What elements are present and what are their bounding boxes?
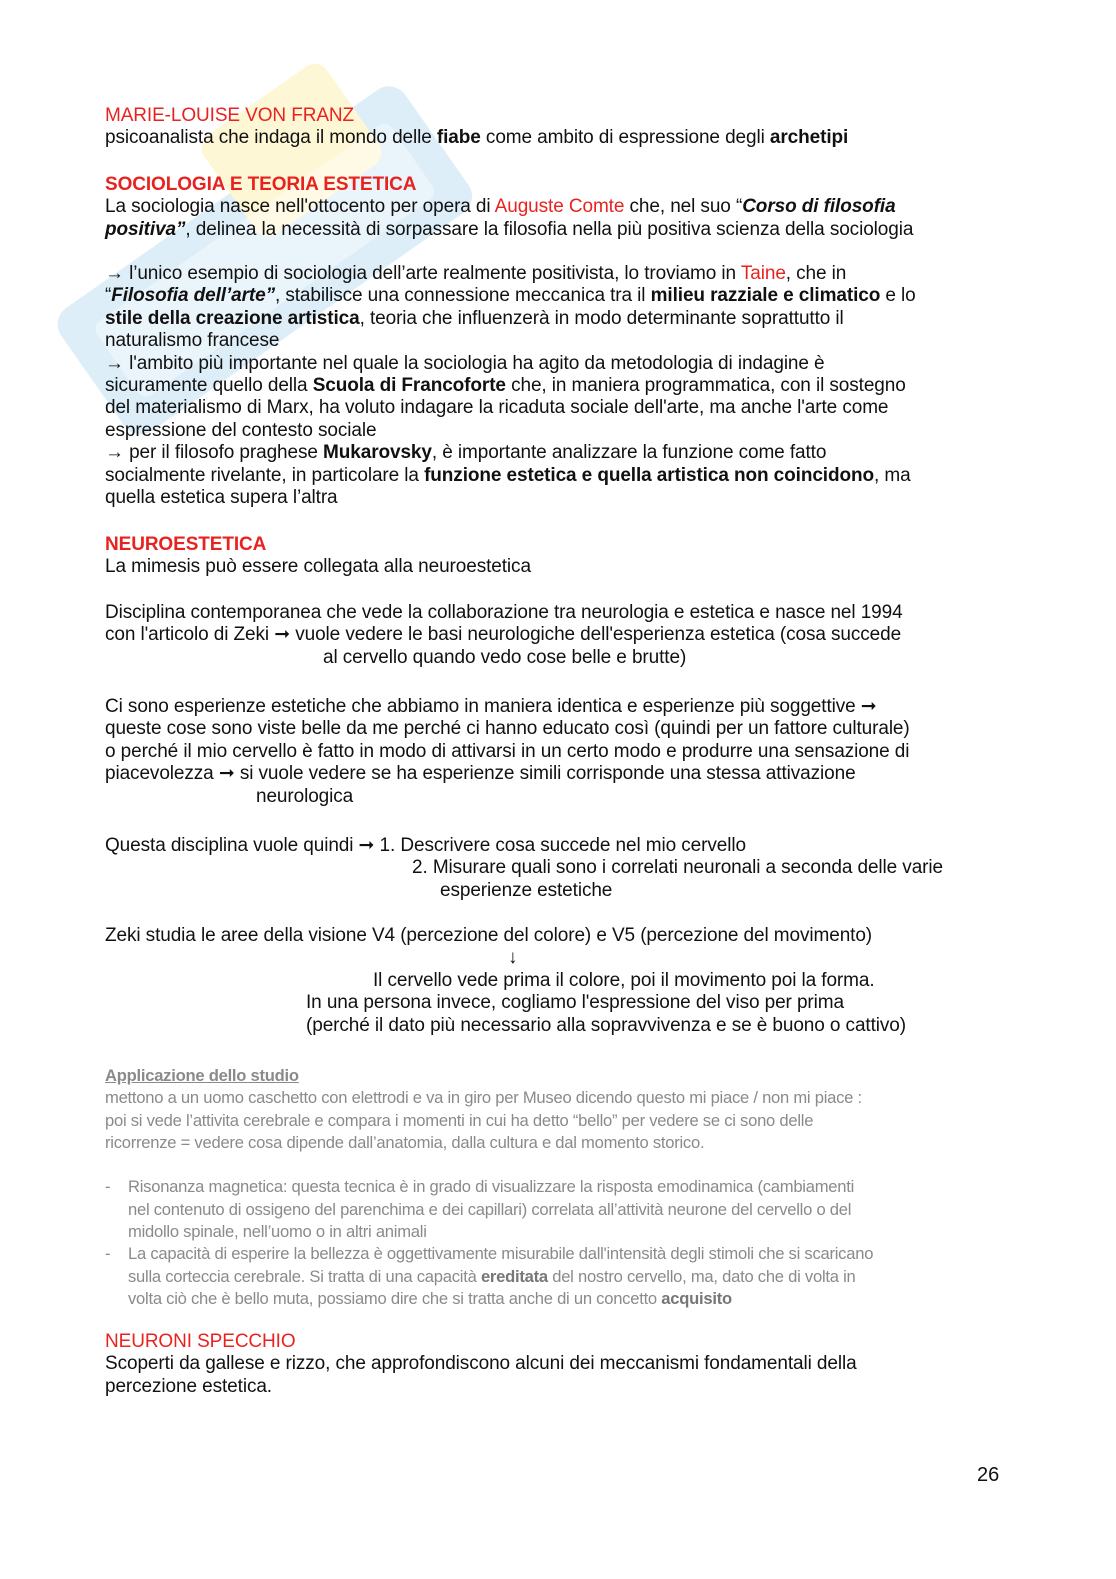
paragraph-line: quella estetica supera l’altra	[105, 486, 338, 508]
paragraph-line: Questa disciplina vuole quindi ➞ 1. Descrivere cosa succede nel mio cervello	[105, 835, 746, 856]
heading: SOCIOLOGIA E TEORIA ESTETICA	[105, 174, 417, 195]
section-applicazione: Applicazione dello studio mettono a un uomo caschetto con elettrodi e va in giro per Museo dicendo questo mi piace / non mi piace : poi si vede l’attivita cerebrale e compara i momenti in cui ha detto “bello” per vedere se ci sono delle ricorrenze = vedere cosa dipende dall’anatomia, dalla cultura e dal momento storico. - Risonanza magnetica: questa tecnica è in grado di visualizzare la risposta emodinamica (cambiamenti nel contenuto di ossigeno del parenchima e dei capillari) correlata all’attività neurone del cervello o del midollo spinale, nell’uomo o in altri animali - La capacità di esperire la bellezza è oggettivamente misurabile dall'intensità degli stimoli che si scaricano sulla corteccia cerebrale. Si tratta di una capacità ereditata del nostro cervello, ma, dato che di volta in volta ciò che è bello muta, possiamo dire che si tratta anche di un concetto acquisito	[105, 1066, 874, 1308]
paragraph-line: “Filosofia dell’arte”, stabilisce una connessione meccanica tra il milieu razziale e climatico e lo	[105, 285, 916, 307]
paragraph-zeki	[105, 925, 906, 1037]
paragraph-line: espressione del contesto sociale	[105, 419, 377, 441]
paragraph-line: poi si vede l’attivita cerebrale e compara i momenti in cui ha detto “bello” per vedere se ci sono delle	[105, 1110, 814, 1130]
paragraph-line: sicuramente quello della Scuola di Francoforte che, in maniera programmatica, con il sostegno	[105, 374, 906, 396]
section-von-franz	[105, 105, 848, 150]
paragraph-line: Zeki studia le aree della visione V4 (percezione del colore) e V5 (percezione del movimento)	[105, 925, 873, 946]
subheading: Applicazione dello studio	[105, 1066, 299, 1085]
paragraph-line: con l'articolo di Zeki ➞ vuole vedere le basi neurologiche dell'esperienza estetica (cosa succede	[105, 624, 902, 646]
paragraph-line: → l'ambito più importante nel quale la sociologia ha agito da metodologia di indagine è	[105, 352, 825, 374]
paragraph-line: La sociologia nasce nell'ottocento per opera di Auguste Comte che, nel suo “Corso di filosofia	[105, 196, 896, 218]
paragraph-line: neurologica	[256, 785, 354, 807]
section-sociologia-arrows	[105, 263, 916, 509]
paragraph-line: Scoperti da gallese e rizzo, che approfondiscono alcuni dei meccanismi fondamentali della	[105, 1353, 857, 1375]
down-arrow-icon: ↓	[508, 947, 518, 969]
list-item: - Risonanza magnetica: questa tecnica è in grado di visualizzare la risposta emodinamica (cambiamenti	[105, 1177, 855, 1197]
paragraph-line: percezione estetica.	[105, 1375, 272, 1397]
paragraph-line: o perché il mio cervello è fatto in modo di attivarsi in un certo modo e produrre una sensazione di	[105, 740, 910, 762]
section-sociologia	[105, 174, 913, 241]
paragraph-line: esperienze estetiche	[440, 879, 613, 901]
paragraph-line: → l’unico esempio di sociologia dell’arte realmente positivista, lo troviamo in Taine, che in	[105, 263, 847, 284]
paragraph-line: (perché il dato più necessario alla sopravvivenza e se è buono o cattivo)	[306, 1014, 906, 1036]
paragraph-line: → per il filosofo praghese Mukarovsky, è importante analizzare la funzione come fatto	[105, 442, 827, 464]
heading: NEUROESTETICA	[105, 534, 267, 555]
paragraph-line: piacevolezza ➞ si vuole vedere se ha esperienze simili corrisponde una stessa attivazione	[105, 763, 856, 785]
heading: MARIE-LOUISE VON FRANZ	[105, 105, 355, 126]
paragraph-line: al cervello quando vedo cose belle e brutte)	[323, 646, 687, 668]
paragraph-line: psicoanalista che indaga il mondo delle fiabe come ambito di espressione degli archetipi	[105, 127, 849, 149]
heading: NEURONI SPECCHIO	[105, 1331, 296, 1352]
paragraph-line: Disciplina contemporanea che vede la collaborazione tra neurologia e estetica e nasce nel 1994	[105, 602, 903, 623]
list-item: - La capacità di esperire la bellezza è oggettivamente misurabile dall'intensità degli stimoli che si scaricano	[105, 1244, 874, 1264]
paragraph-line: stile della creazione artistica, teoria che influenzerà in modo determinante soprattutto il	[105, 307, 844, 329]
paragraph-line: del materialismo di Marx, ha voluto indagare la ricaduta sociale dell'arte, ma anche l'arte come	[105, 397, 889, 419]
paragraph-line: In una persona invece, cogliamo l'espressione del viso per prima	[306, 992, 844, 1014]
section-neuroestetica	[105, 534, 531, 579]
paragraph-line: Ci sono esperienze estetiche che abbiamo in maniera identica e esperienze più soggettive ➞	[105, 696, 877, 717]
paragraph-esperienze	[105, 696, 910, 808]
paragraph-line: naturalismo francese	[105, 330, 280, 352]
section-neuroni-specchio	[105, 1331, 857, 1398]
paragraph-disciplina	[105, 602, 903, 669]
page-number: 26	[977, 1464, 1000, 1486]
paragraph-line: queste cose sono viste belle da me perché ci hanno educato così (quindi per un fattore culturale)	[105, 718, 910, 740]
paragraph-line: La mimesis può essere collegata alla neuroestetica	[105, 556, 531, 578]
paragraph-line: positiva”, delinea la necessità di sorpassare la filosofia nella più positiva scienza della sociologia	[105, 218, 914, 240]
paragraph-disciplina-quindi	[105, 835, 943, 902]
paragraph-line: socialmente rivelante, in particolare la funzione estetica e quella artistica non coincidono, ma	[105, 464, 911, 486]
paragraph-line: 2. Misurare quali sono i correlati neuronali a seconda delle varie	[412, 857, 943, 879]
paragraph-line: mettono a un uomo caschetto con elettrodi e va in giro per Museo dicendo questo mi piace / non mi piace :	[105, 1088, 862, 1108]
paragraph-line: Il cervello vede prima il colore, poi il movimento poi la forma.	[373, 969, 875, 991]
paragraph-line: ricorrenze = vedere cosa dipende dall’anatomia, dalla cultura e dal momento storico.	[105, 1132, 705, 1152]
